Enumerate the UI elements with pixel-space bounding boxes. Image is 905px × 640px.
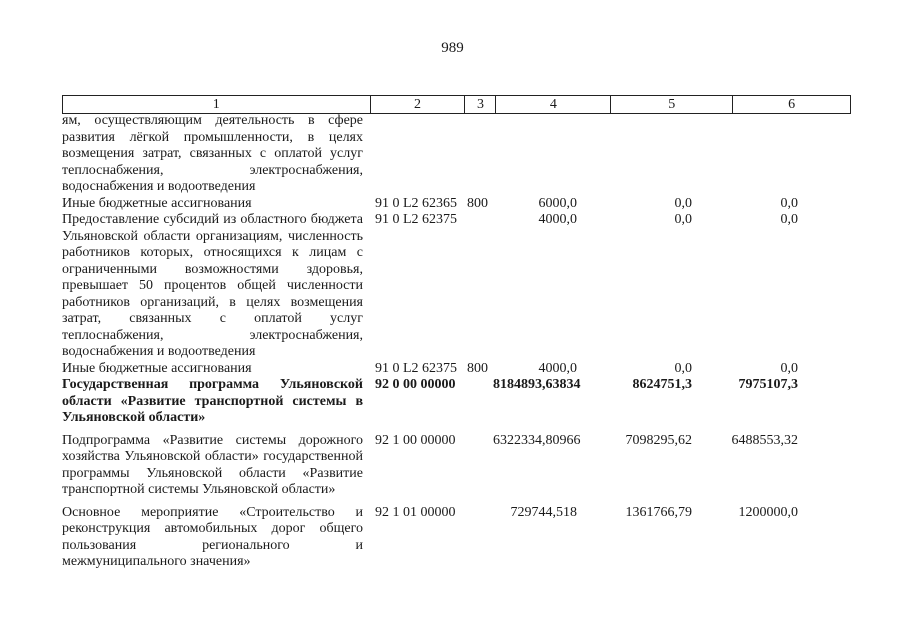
table-row bbox=[62, 113, 849, 196]
row-value-5 bbox=[607, 113, 728, 196]
row-code: 91 0 L2 62365 bbox=[375, 195, 458, 211]
row-value-5: 7098295,62 bbox=[625, 432, 692, 448]
row-description: ям, осуществляющим деятельность в сфере развития лёгкой промышленности, в целях возмещения затрат, связанных с оплатой услуг теплоснабжения, электроснабжения, водоснабжения и водоотведения bbox=[62, 113, 363, 194]
row-value-6: 7975107,3 bbox=[738, 377, 798, 392]
row-code: 91 0 L2 62375 bbox=[375, 212, 458, 227]
row-code: 92 0 00 00000 bbox=[375, 377, 456, 392]
row-code: 92 1 01 00000 bbox=[375, 504, 456, 520]
row-value-4 bbox=[493, 113, 607, 196]
row-value-5: 0,0 bbox=[674, 195, 692, 211]
row-value-6: 0,0 bbox=[780, 212, 798, 227]
table-row bbox=[62, 196, 849, 213]
row-value-5: 8624751,3 bbox=[632, 377, 692, 392]
row-expense-type: 800 bbox=[467, 360, 488, 376]
budget-table bbox=[62, 113, 849, 571]
table-row bbox=[62, 505, 849, 571]
row-code: 92 1 00 00000 bbox=[375, 432, 456, 448]
header-col-1: 1 bbox=[63, 96, 371, 113]
row-description: Подпрограмма «Развитие системы дорожного хозяйства Ульяновской области» государственной программы Ульяновской области «Развитие транспортной системы Ульяновской области» bbox=[62, 432, 363, 497]
table-row bbox=[62, 377, 849, 427]
row-description: Иные бюджетные ассигнования bbox=[62, 360, 252, 376]
page-number: 989 bbox=[441, 40, 464, 56]
row-description: Основное мероприятие «Строительство и реконструкция автомобильных дорог общего пользования регионального и межмуниципального значения» bbox=[62, 504, 363, 569]
row-description: Государственная программа Ульяновской области «Развитие транспортной системы в Ульяновской области» bbox=[62, 377, 363, 425]
table-row bbox=[62, 361, 849, 378]
row-value-5: 1361766,79 bbox=[625, 504, 692, 520]
row-value-4: 6000,0 bbox=[538, 195, 577, 211]
row-value-5: 0,0 bbox=[674, 212, 692, 227]
table-row bbox=[62, 433, 849, 499]
row-code bbox=[369, 113, 463, 196]
header-col-5: 5 bbox=[611, 96, 733, 113]
row-value-6: 0,0 bbox=[780, 360, 798, 376]
header-col-3: 3 bbox=[465, 96, 496, 113]
row-value-4: 6322334,80966 bbox=[493, 432, 581, 448]
row-expense-type bbox=[463, 212, 493, 361]
header-col-6: 6 bbox=[788, 97, 796, 112]
row-expense-type bbox=[463, 433, 493, 499]
row-value-6: 1200000,0 bbox=[738, 504, 798, 520]
header-col-4: 4 bbox=[496, 96, 611, 113]
row-value-4: 729744,518 bbox=[510, 504, 577, 520]
row-description: Иные бюджетные ассигнования bbox=[62, 195, 252, 211]
header-col-2: 2 bbox=[371, 96, 466, 113]
row-value-4: 8184893,63834 bbox=[493, 377, 581, 392]
row-expense-type bbox=[463, 377, 493, 427]
row-value-6: 6488553,32 bbox=[731, 432, 798, 448]
row-value-4: 4000,0 bbox=[538, 212, 577, 227]
row-expense-type bbox=[463, 505, 493, 571]
table-row bbox=[62, 212, 849, 361]
table-header bbox=[62, 95, 851, 114]
row-value-4: 4000,0 bbox=[538, 360, 577, 376]
row-code: 91 0 L2 62375 bbox=[375, 360, 458, 376]
row-expense-type: 800 bbox=[467, 195, 488, 211]
row-expense-type bbox=[463, 113, 493, 196]
row-description: Предоставление субсидий из областного бюджета Ульяновской области организациям, численность работников которых, относящихся к лицам с ограниченными возможностями здоровья, превышает 50 процентов общей численности работников организаций, в целях возмещения затрат, связанных с оплатой услуг теплоснабжения, электроснабжения, водоснабжения и водоотведения bbox=[62, 212, 363, 359]
row-value-6: 0,0 bbox=[780, 195, 798, 211]
row-value-6 bbox=[728, 113, 845, 196]
row-value-5: 0,0 bbox=[674, 360, 692, 376]
